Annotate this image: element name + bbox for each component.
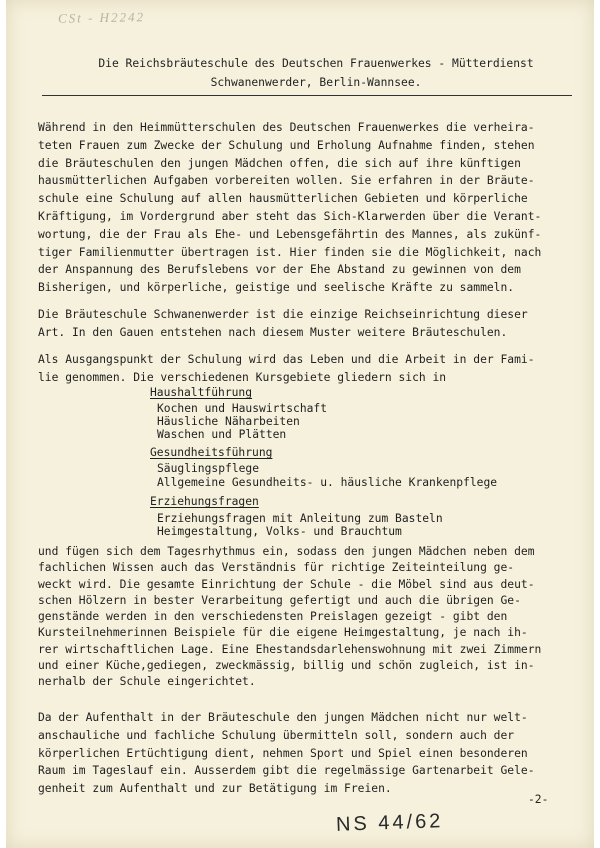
archive-mark: CSt - H2242 xyxy=(57,9,146,26)
paragraph-schwanenwerder: Die Bräuteschule Schwanenwerder ist die einzige Reichseinrichtung dieser Art. In den Gauen entstehen nach diesem Muster weitere Bräuteschulen. xyxy=(38,308,528,339)
course-item: Waschen und Plätten xyxy=(157,428,287,441)
course-heading: Haushaltführung xyxy=(150,386,253,399)
course-item: Säuglingspflege xyxy=(157,462,260,475)
header-rule xyxy=(42,95,572,96)
course-item: Häusliche Näharbeiten xyxy=(157,415,300,428)
course-item: Kochen und Hauswirtschaft xyxy=(157,402,328,415)
course-heading: Gesundheitsführung xyxy=(150,446,273,459)
paragraph-course-intro: Als Ausgangspunkt der Schulung wird das Leben und die Arbeit in der Fami- lie genommen. Die verschiedenen Kursgebiete gliedern sich in xyxy=(38,353,535,384)
document-page xyxy=(6,0,594,848)
header-title: Die Reichsbräuteschule des Deutschen Frauenwerkes - Mütterdienst xyxy=(98,57,534,70)
course-item: Erziehungsfragen mit Anleitung zum Basteln xyxy=(157,512,443,525)
course-item: Heimgestaltung, Volks- und Brauchtum xyxy=(157,525,402,538)
paragraph-intro: Während in den Heimmütterschulen des Deutschen Frauenwerkes die verheira- teten Frauen zum Zwecke der Schulung und Erholung Aufnahme finden, stehen die Bräuteschulen den jungen Mädchen offen, die sich auf ihre künftigen hausmütterlichen Aufgaben vorbereiten wollen. Sie erfahren in der Bräute- schule eine Schulung auf allen hausmütterlichen Gebieten und körperliche Kräftigung, im Vordergrund aber steht das Sich-Klarwerden über die Verant- wortung, die der Frau als Ehe- und Lebensgefährtin des Mannes, als zukünf- tiger Familienmutter übertragen ist. Hier finden sie die Möglichkeit, nach der Anspannung des Berufslebens vor der Ehe Abstand zu gewinnen von dem Bisherigen, und körperliche, geistige und seelische Kräfte zu sammeln. xyxy=(38,121,542,295)
page-number: -2- xyxy=(528,793,549,806)
course-heading: Erziehungsfragen xyxy=(150,495,259,508)
header-location: Schwanenwerder, Berlin-Wannsee. xyxy=(210,76,422,89)
document-header xyxy=(76,54,556,92)
paragraph-furnishing: und fügen sich dem Tagesrhythmus ein, sodass den jungen Mädchen neben dem fachlichen Wissen auch das Verständnis für richtige Zeiteinteilung ge- weckt wird. Die gesamte Einrichtung der Schule - die Möbel sind aus deut- schen Hölzern in bester Verarbeitung gefertigt und auch die übrigen Ge- genstände werden in den verschiedensten Preislagen gezeigt - gibt den Kursteilnehmerinnen Beispiele für die eigene Heimgestaltung, je nach ih- rer wirtschaftlichen Lage. Eine Ehestandsdarlehenswohnung mit zwei Zimmern und einer Küche,gediegen, zweckmässig, billig und schön zugleich, ist in- nerhalb der Schule eingerichtet. xyxy=(38,545,542,689)
course-item: Allgemeine Gesundheits- u. häusliche Krankenpflege xyxy=(157,476,498,489)
paragraph-sport: Da der Aufenthalt in der Bräuteschule den jungen Mädchen nicht nur welt- anschauliche und fachliche Schulung übermitteln soll, sondern auch der körperlichen Ertüchtigung dient, nehmen Sport und Spiel einen besonderen Raum im Tageslauf ein. Ausserdem gibt die regelmässige Gartenarbeit Gele- genheit zum Aufenthalt und zur Betätigung im Freien. xyxy=(38,711,535,796)
handwritten-archive-number: NS 44/62 xyxy=(335,810,444,836)
